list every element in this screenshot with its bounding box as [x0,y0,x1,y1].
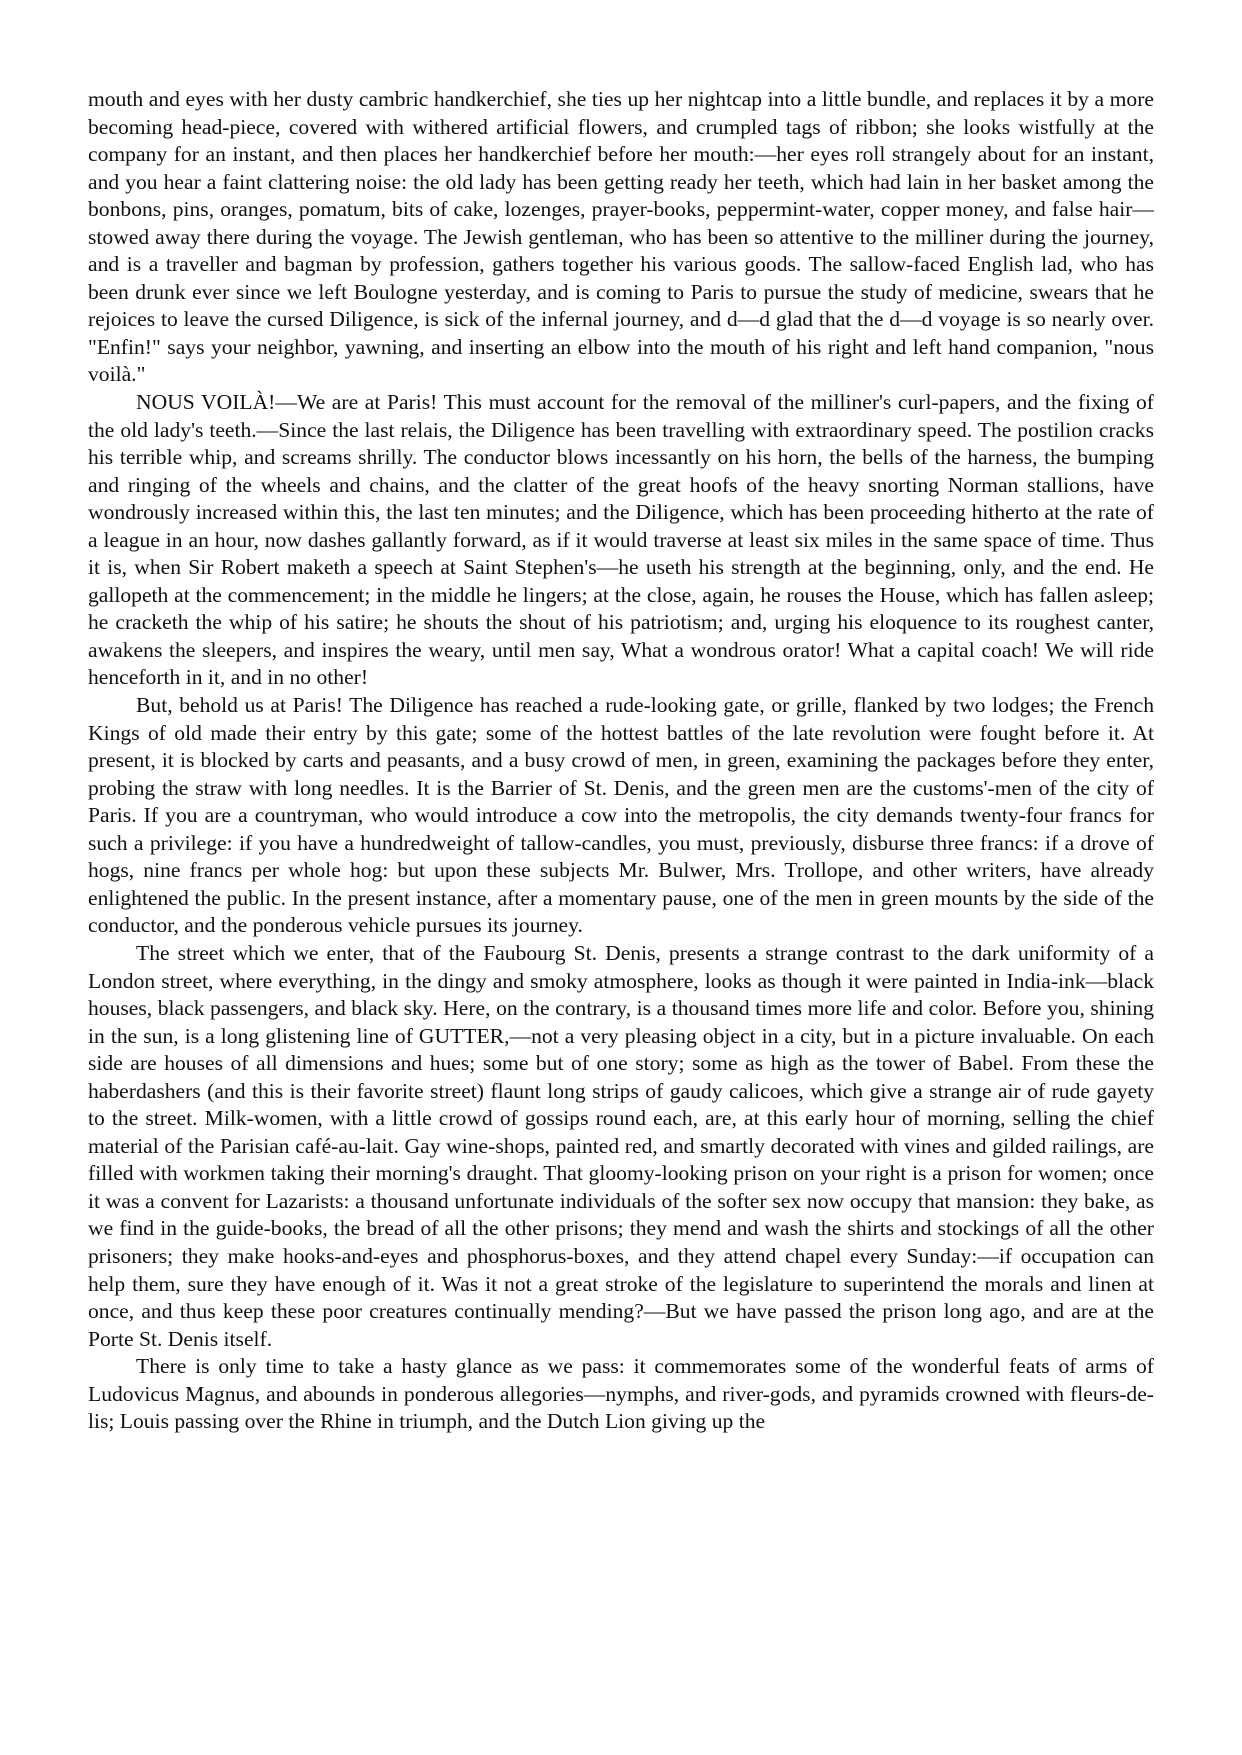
paragraph-continuation: mouth and eyes with her dusty cambric handkerchief, she ties up her nightcap into a little bundle, and replaces it by a more becoming head-piece, covered with withered artificial flowers, and crumpled tags of ribbon; she looks wistfully at the company for an instant, and then places her handkerchief before her mouth:—her eyes roll strangely about for an instant, and you hear a faint clattering noise: the old lady has been getting ready her teeth, which had lain in her basket among the bonbons, pins, oranges, pomatum, bits of cake, lozenges, prayer-books, peppermint-water, copper money, and false hair—stowed away there during the voyage. The Jewish gentleman, who has been so attentive to the milliner during the journey, and is a traveller and bagman by profession, gathers together his various goods. The sallow-faced English lad, who has been drunk ever since we left Boulogne yesterday, and is coming to Paris to pursue the study of medicine, swears that he rejoices to leave the cursed Diligence, is sick of the infernal journey, and d—d glad that the d—d voyage is so nearly over. "Enfin!" says your neighbor, yawning, and inserting an elbow into the mouth of his right and left hand companion, "nous voilà." [88,87,1154,387]
page-body [88,86,1154,1436]
paragraph-barrier-st-denis: But, behold us at Paris! The Diligence has reached a rude-looking gate, or grille, flanked by two lodges; the French Kings of old made their entry by this gate; some of the hottest battles of the late revolution were fought before it. At present, it is blocked by carts and peasants, and a busy crowd of men, in green, examining the packages before they enter, probing the straw with long needles. It is the Barrier of St. Denis, and the green men are the customs'-men of the city of Paris. If you are a countryman, who would introduce a cow into the metropolis, the city demands twenty-four francs for such a privilege: if you have a hundredweight of tallow-candles, you must, previously, disburse three francs: if a drove of hogs, nine francs per whole hog: but upon these subjects Mr. Bulwer, Mrs. Trollope, and other writers, have already enlightened the public. In the present instance, after a momentary pause, one of the men in green mounts by the side of the conductor, and the ponderous vehicle pursues its journey. [88,693,1154,938]
paragraph-nous-voila: NOUS VOILÀ!—We are at Paris! This must account for the removal of the milliner's curl-papers, and the fixing of the old lady's teeth.—Since the last relais, the Diligence has been travelling with extraordinary speed. The postilion cracks his terrible whip, and screams shrilly. The conductor blows incessantly on his horn, the bells of the harness, the bumping and ringing of the wheels and chains, and the clatter of the great hoofs of the heavy snorting Norman stallions, have wondrously increased within this, the last ten minutes; and the Diligence, which has been proceeding hitherto at the rate of a league in an hour, now dashes gallantly forward, as if it would traverse at least six miles in the same space of time. Thus it is, when Sir Robert maketh a speech at Saint Stephen's—he useth his strength at the beginning, only, and the end. He gallopeth at the commencement; in the middle he lingers; at the close, again, he rouses the House, which has fallen asleep; he cracketh the whip of his satire; he shouts the shout of his patriotism; and, urging his eloquence to its roughest canter, awakens the sleepers, and inspires the weary, until men say, What a wondrous orator! What a capital coach! We will ride henceforth in it, and in no other! [88,390,1154,690]
paragraph-faubourg-st-denis: The street which we enter, that of the Faubourg St. Denis, presents a strange contrast to the dark uniformity of a London street, where everything, in the dingy and smoky atmosphere, looks as though it were painted in India-ink—black houses, black passengers, and black sky. Here, on the contrary, is a thousand times more life and color. Before you, shining in the sun, is a long glistening line of GUTTER,—not a very pleasing object in a city, but in a picture invaluable. On each side are houses of all dimensions and hues; some but of one story; some as high as the tower of Babel. From these the haberdashers (and this is their favorite street) flaunt long strips of gaudy calicoes, which give a strange air of rude gayety to the street. Milk-women, with a little crowd of gossips round each, are, at this early hour of morning, selling the chief material of the Parisian café-au-lait. Gay wine-shops, painted red, and smartly decorated with vines and gilded railings, are filled with workmen taking their morning's draught. That gloomy-looking prison on your right is a prison for women; once it was a convent for Lazarists: a thousand unfortunate individuals of the softer sex now occupy that mansion: they bake, as we find in the guide-books, the bread of all the other prisons; they mend and wash the shirts and stockings of all the other prisoners; they make hooks-and-eyes and phosphorus-boxes, and they attend chapel every Sunday:—if occupation can help them, sure they have enough of it. Was it not a great stroke of the legislature to superintend the morals and linen at once, and thus keep these poor creatures continually mending?—But we have passed the prison long ago, and are at the Porte St. Denis itself. [88,940,1154,1351]
paragraph-porte-st-denis: There is only time to take a hasty glance as we pass: it commemorates some of the wonderful feats of arms of Ludovicus Magnus, and abounds in ponderous allegories—nymphs, and river-gods, and pyramids crowned with fleurs-de-lis; Louis passing over the Rhine in triumph, and the Dutch Lion giving up the [88,1354,1154,1434]
